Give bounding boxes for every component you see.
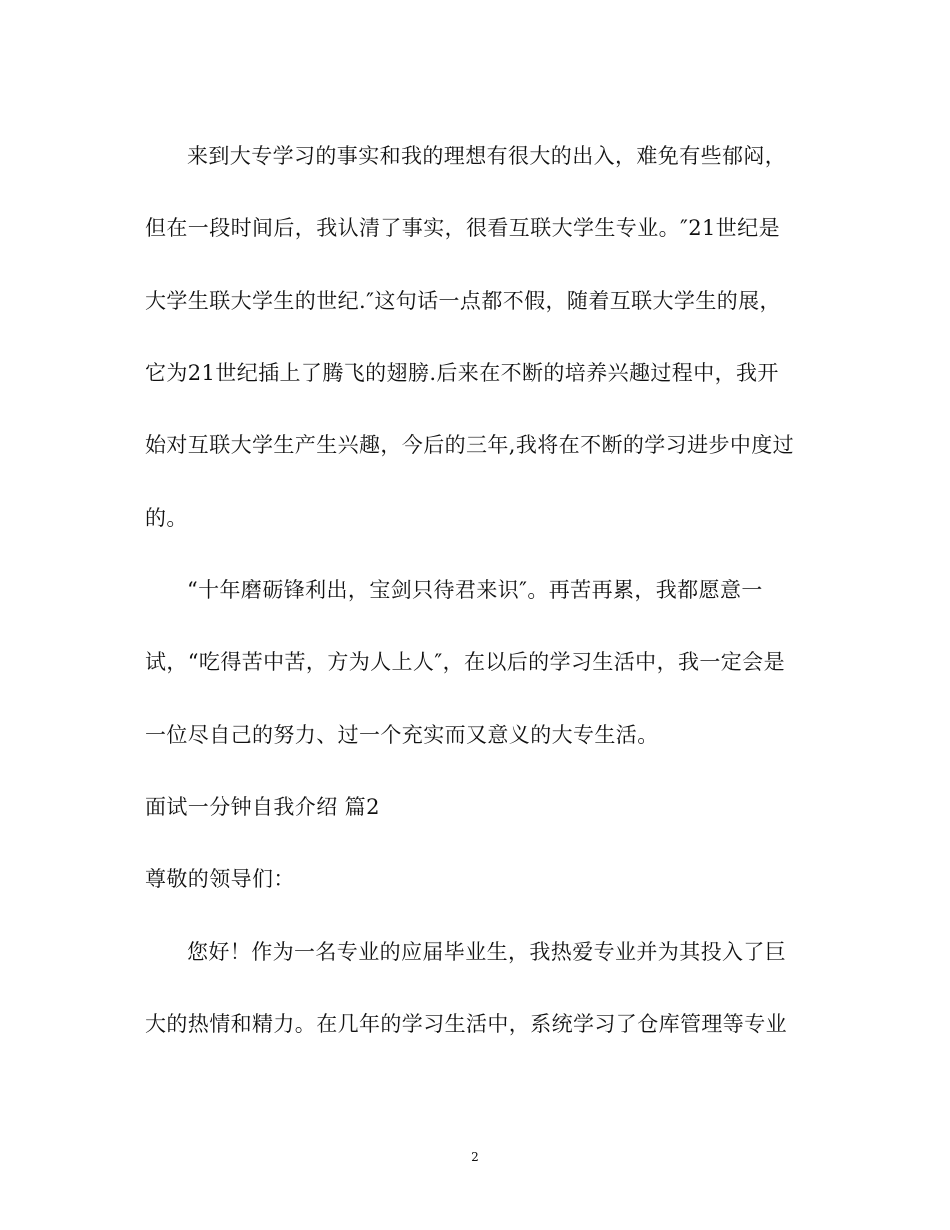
paragraph-1-line-3: 大学生联大学生的世纪.″这句话一点都不假，随着互联大学生的展， (145, 289, 781, 313)
section-heading: 面试一分钟自我介绍 篇2 (145, 795, 380, 819)
paragraph-2-line-1: “十年磨砺锋利出，宝剑只待君来识″。再苦再累，我都愿意一 (187, 578, 763, 602)
paragraph-1-line-1: 来到大专学习的事实和我的理想有很大的出入，难免有些郁闷， (187, 144, 787, 168)
paragraph-3-line-2: 大的热情和精力。在几年的学习生活中，系统学习了仓库管理等专业 (145, 1012, 787, 1036)
paragraph-1-line-2: 但在一段时间后，我认清了事实，很看互联大学生专业。″21世纪是 (145, 216, 780, 240)
paragraph-2-line-3: 一位尽自己的努力、过一个充实而又意义的大专生活。 (145, 723, 659, 747)
salutation: 尊敬的领导们： (145, 867, 295, 891)
paragraph-2-line-2: 试，“吃得苦中苦，方为人上人″，在以后的学习生活中，我一定会是 (145, 650, 785, 674)
paragraph-1-line-6: 的。 (145, 506, 188, 530)
paragraph-3-line-1: 您好！作为一名专业的应届毕业生，我热爱专业并为其投入了巨 (187, 940, 787, 964)
paragraph-1-line-5: 始对互联大学生产生兴趣，今后的三年,我将在不断的学习进步中度过 (145, 433, 795, 457)
paragraph-1-line-4: 它为21世纪插上了腾飞的翅膀.后来在不断的培养兴趣过程中，我开 (145, 361, 779, 385)
page-number: 2 (471, 1150, 479, 1164)
